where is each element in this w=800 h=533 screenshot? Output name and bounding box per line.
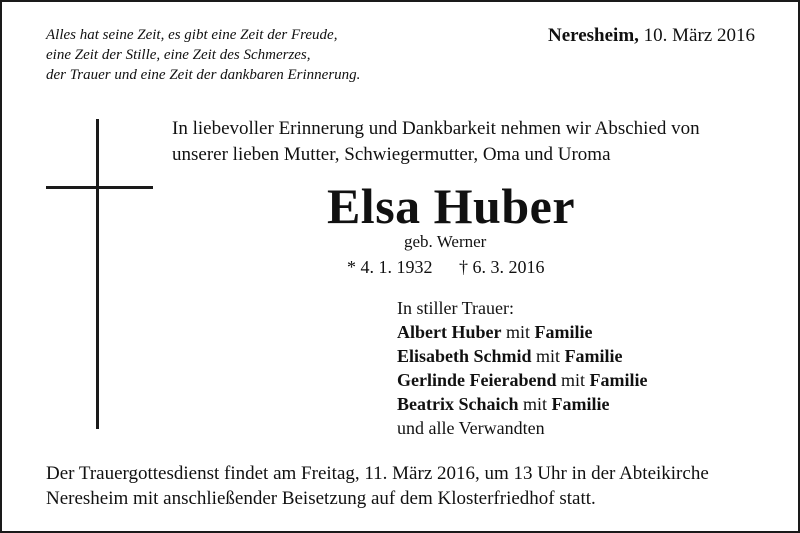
- place: Neresheim,: [547, 25, 639, 46]
- service-line: Neresheim mit anschließender Beisetzung auf dem Klosterfriedhof statt.: [46, 488, 596, 509]
- mourner-entry: [397, 344, 647, 368]
- mourner-connector: mit: [560, 370, 585, 390]
- motto-line: der Trauer und eine Zeit der dankbaren Erinnerung.: [46, 67, 361, 83]
- maiden-name: geb. Werner: [404, 232, 487, 251]
- mourners-heading: In stiller Trauer:: [397, 298, 514, 318]
- death-date: † 6. 3. 2016: [459, 257, 545, 277]
- mourner-name: Elisabeth Schmid: [397, 346, 532, 366]
- mourner-connector: mit: [536, 346, 561, 366]
- mourner-name: Albert Huber: [397, 322, 502, 342]
- mourners-list: [397, 296, 647, 440]
- intro-line: In liebevoller Erinnerung und Dankbarkeit nehmen wir Abschied von: [172, 118, 700, 139]
- motto-line: Alles hat seine Zeit, es gibt eine Zeit der Freude,: [46, 27, 338, 43]
- intro-text: [172, 116, 700, 168]
- mourner-entry: [397, 368, 647, 392]
- motto-quote: [46, 25, 360, 85]
- place-date: [548, 25, 755, 47]
- intro-line: unserer lieben Mutter, Schwiegermutter, Oma und Uroma: [172, 144, 611, 165]
- life-dates: [347, 257, 545, 278]
- mourner-name: Beatrix Schaich: [397, 394, 519, 414]
- mourner-name: Gerlinde Feierabend: [397, 370, 557, 390]
- mourner-entry: [397, 392, 647, 416]
- mourner-entry: [397, 320, 647, 344]
- mourner-family: Familie: [534, 322, 593, 342]
- deceased-name: Elsa Huber: [326, 178, 576, 234]
- mourner-family: Familie: [564, 346, 623, 366]
- birth-date: * 4. 1. 1932: [347, 257, 433, 277]
- service-notice: [46, 461, 709, 511]
- service-line: Der Trauergottesdienst findet am Freitag, 11. März 2016, um 13 Uhr in der Abteikirche: [46, 463, 709, 484]
- mourner-connector: mit: [505, 322, 530, 342]
- cross-icon-vertical: [96, 119, 99, 429]
- mourner-connector: mit: [523, 394, 548, 414]
- mourner-family: Familie: [551, 394, 610, 414]
- mourners-closing: und alle Verwandten: [397, 418, 545, 438]
- mourner-family: Familie: [589, 370, 648, 390]
- motto-line: eine Zeit der Stille, eine Zeit des Schmerzes,: [46, 47, 311, 63]
- date: 10. März 2016: [643, 25, 755, 46]
